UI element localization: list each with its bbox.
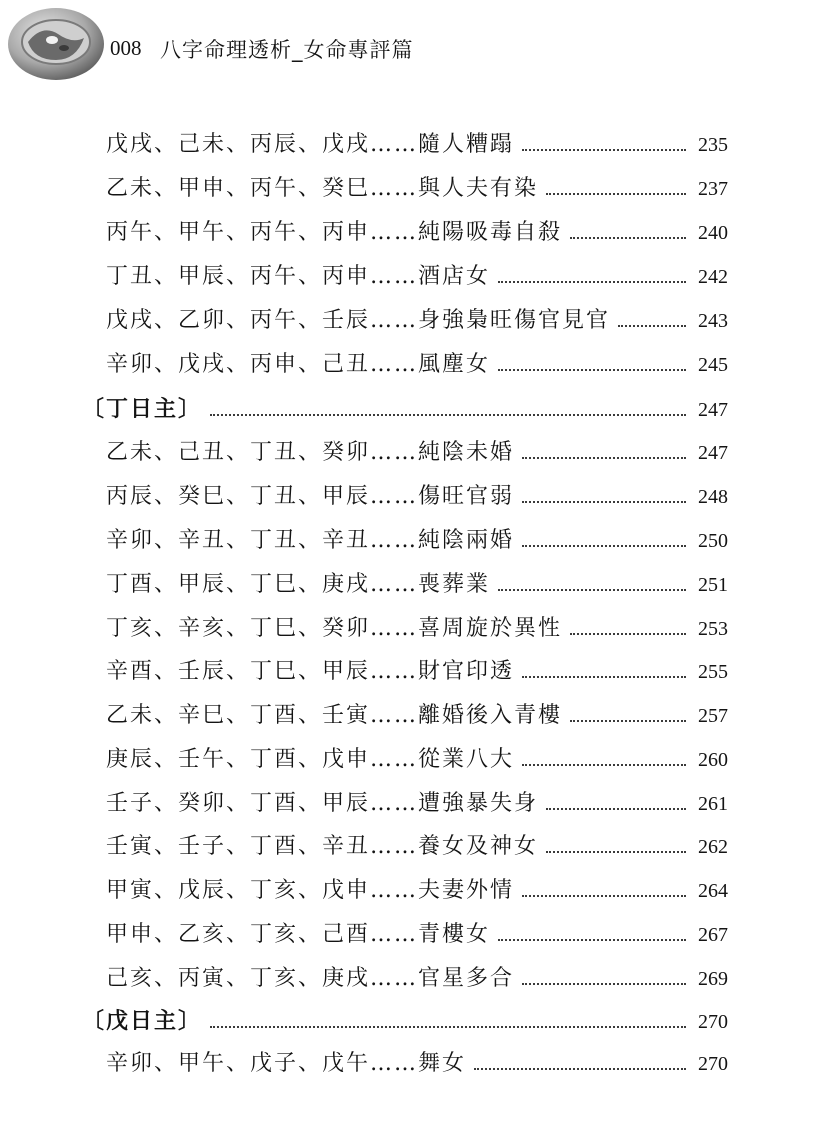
- page-ref: 248: [698, 486, 728, 508]
- dot-leader: [498, 281, 686, 283]
- entry-title: 甲寅、戊辰、丁亥、戊申……夫妻外情: [106, 878, 515, 903]
- entry-title: 乙未、甲申、丙午、癸巳……與人夫有染: [106, 176, 539, 201]
- toc-entry[interactable]: [106, 303, 728, 339]
- entry-title: 己亥、丙寅、丁亥、庚戌……官星多合: [106, 966, 515, 991]
- dot-leader: [522, 545, 686, 547]
- page-ref: 255: [698, 661, 728, 683]
- page-ref: 243: [698, 310, 728, 332]
- toc-entry[interactable]: [106, 259, 728, 295]
- toc-entry[interactable]: [106, 215, 728, 251]
- entry-title: 戊戌、己未、丙辰、戊戌……隨人糟蹋: [106, 132, 515, 157]
- toc-entry[interactable]: [106, 611, 728, 647]
- page-ref: 261: [698, 793, 728, 815]
- entry-title: 庚辰、壬午、丁酉、戊申……從業八大: [106, 747, 515, 772]
- entry-title: 乙未、辛巳、丁酉、壬寅……離婚後入青樓: [106, 703, 563, 728]
- page-ref: 264: [698, 880, 728, 902]
- page-ref: 267: [698, 924, 728, 946]
- page-ref: 270: [698, 1011, 728, 1033]
- page-ref: 269: [698, 968, 728, 990]
- page-ref: 251: [698, 574, 728, 596]
- dot-leader: [210, 1026, 686, 1028]
- toc-entry[interactable]: [106, 654, 728, 690]
- yin-yang-stone-logo-icon: [6, 4, 106, 82]
- toc-entry[interactable]: [106, 1046, 728, 1082]
- entry-title: 辛卯、戊戌、丙申、己丑……風塵女: [106, 352, 491, 377]
- toc-entry[interactable]: [106, 786, 728, 822]
- dot-leader: [522, 501, 686, 503]
- dot-leader: [522, 149, 686, 151]
- toc-entry[interactable]: [106, 917, 728, 953]
- page-ref: 247: [698, 442, 728, 464]
- toc-entry[interactable]: [106, 127, 728, 163]
- dot-leader: [474, 1068, 686, 1070]
- toc-entry[interactable]: [106, 567, 728, 603]
- dot-leader: [210, 414, 686, 416]
- dot-leader: [522, 764, 686, 766]
- dot-leader: [570, 633, 686, 635]
- toc-section-heading[interactable]: [82, 1004, 728, 1040]
- book-title: 八字命理透析_女命專評篇: [160, 38, 414, 62]
- entry-title: 壬子、癸卯、丁酉、甲辰……遭強暴失身: [106, 791, 539, 816]
- dot-leader: [498, 939, 686, 941]
- dot-leader: [522, 895, 686, 897]
- page-ref: 237: [698, 178, 728, 200]
- toc-entry[interactable]: [106, 435, 728, 471]
- entry-title: 辛酉、壬辰、丁巳、甲辰……財官印透: [106, 659, 515, 684]
- toc-entry[interactable]: [106, 742, 728, 778]
- page-ref: 260: [698, 749, 728, 771]
- entry-title: 丁亥、辛亥、丁巳、癸卯……喜周旋於異性: [106, 616, 563, 641]
- toc-section-heading[interactable]: [82, 392, 728, 428]
- page-ref: 247: [698, 399, 728, 421]
- toc-entry[interactable]: [106, 698, 728, 734]
- dot-leader: [570, 237, 686, 239]
- entry-title: 丁酉、甲辰、丁巳、庚戌……喪葬業: [106, 572, 491, 597]
- page-ref: 270: [698, 1053, 728, 1075]
- page-ref: 242: [698, 266, 728, 288]
- toc-entry[interactable]: [106, 347, 728, 383]
- page-ref: 253: [698, 618, 728, 640]
- page-ref: 245: [698, 354, 728, 376]
- page-ref: 257: [698, 705, 728, 727]
- section-title: 〔丁日主〕: [82, 397, 203, 422]
- toc-entry[interactable]: [106, 479, 728, 515]
- page-header: [0, 0, 820, 90]
- page-ref: 235: [698, 134, 728, 156]
- dot-leader: [618, 325, 686, 327]
- dot-leader: [546, 193, 686, 195]
- dot-leader: [498, 369, 686, 371]
- entry-title: 甲申、乙亥、丁亥、己酉……青樓女: [106, 922, 491, 947]
- toc-entry[interactable]: [106, 523, 728, 559]
- page-ref: 250: [698, 530, 728, 552]
- entry-title: 壬寅、壬子、丁酉、辛丑……養女及神女: [106, 834, 539, 859]
- dot-leader: [498, 589, 686, 591]
- entry-title: 辛卯、甲午、戊子、戊午……舞女: [106, 1051, 467, 1076]
- entry-title: 辛卯、辛丑、丁丑、辛丑……純陰兩婚: [106, 528, 515, 553]
- dot-leader: [522, 676, 686, 678]
- entry-title: 戊戌、乙卯、丙午、壬辰……身強梟旺傷官見官: [106, 308, 611, 333]
- entry-title: 丙午、甲午、丙午、丙申……純陽吸毒自殺: [106, 220, 563, 245]
- toc-entry[interactable]: [106, 829, 728, 865]
- dot-leader: [522, 457, 686, 459]
- page-ref: 262: [698, 836, 728, 858]
- toc-entry[interactable]: [106, 873, 728, 909]
- toc-entry[interactable]: [106, 171, 728, 207]
- dot-leader: [522, 983, 686, 985]
- dot-leader: [570, 720, 686, 722]
- dot-leader: [546, 851, 686, 853]
- entry-title: 丁丑、甲辰、丙午、丙申……酒店女: [106, 264, 491, 289]
- entry-title: 丙辰、癸巳、丁丑、甲辰……傷旺官弱: [106, 484, 515, 509]
- page-ref: 240: [698, 222, 728, 244]
- section-title: 〔戊日主〕: [82, 1009, 203, 1034]
- entry-title: 乙未、己丑、丁丑、癸卯……純陰未婚: [106, 440, 515, 465]
- page-number: 008: [110, 36, 142, 60]
- dot-leader: [546, 808, 686, 810]
- toc-entry[interactable]: [106, 961, 728, 997]
